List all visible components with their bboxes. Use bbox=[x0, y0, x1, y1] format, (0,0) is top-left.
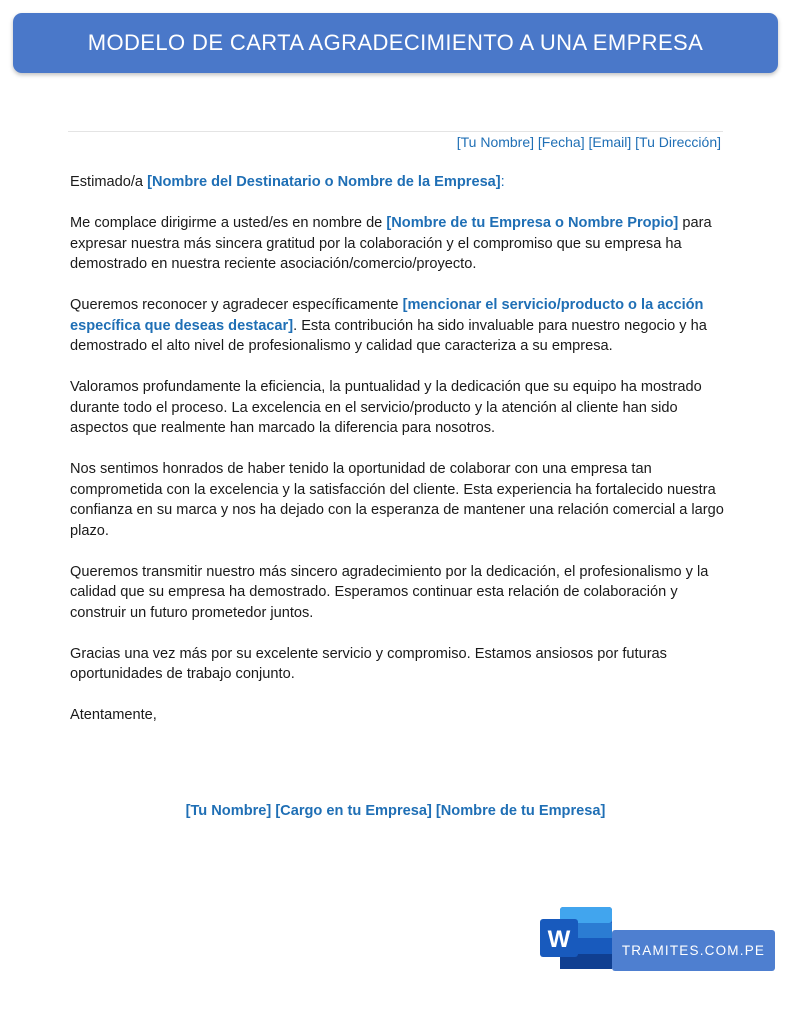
paragraph-5: Queremos transmitir nuestro más sincero agradecimiento por la dedicación, el profesionalismo y la calidad que su empresa ha demostrado. Esperamos continuar esta relación de colaboración y construir un futuro prometedor juntos. bbox=[70, 563, 709, 621]
word-icon bbox=[540, 907, 612, 969]
recipient-placeholder: [Nombre del Destinatario o Nombre de la Empresa] bbox=[147, 174, 501, 190]
greeting-prefix: Estimado/a bbox=[70, 174, 144, 190]
header-divider bbox=[68, 131, 723, 132]
paragraph-6: Gracias una vez más por su excelente servicio y compromiso. Estamos ansiosos por futuras oportunidades de trabajo conjunto. bbox=[70, 645, 667, 682]
service-placeholder: [mencionar el servicio/producto o la acción específica que deseas destacar] bbox=[70, 297, 704, 334]
signature-block: [Tu Nombre] [Cargo en tu Empresa] [Nombre de tu Empresa] bbox=[185, 803, 606, 819]
paragraph-3: Valoramos profundamente la eficiencia, la puntualidad y la dedicación que su equipo ha mostrado durante todo el proceso. La excelencia en el servicio/producto y la atención al cliente han sido aspectos que realmente han marcado la diferencia para nosotros. bbox=[70, 379, 702, 436]
greeting-colon: : bbox=[500, 174, 505, 190]
paragraph-2-intro: Queremos reconocer y agradecer específicamente bbox=[70, 297, 399, 313]
title-banner bbox=[13, 13, 778, 73]
paragraph-1 bbox=[70, 213, 725, 275]
brand-badge[interactable] bbox=[612, 930, 775, 971]
paragraph-2-rest: . Esta contribución ha sido invaluable para nuestro negocio y ha demostrado el alto nivel de profesionalismo y calidad que caracteriza a su empresa. bbox=[70, 317, 707, 354]
sender-contact-line: [Tu Nombre] [Fecha] [Email] [Tu Dirección] bbox=[456, 134, 721, 150]
closing: Atentamente, bbox=[70, 707, 157, 723]
paragraph-2 bbox=[70, 295, 725, 357]
word-icon-letter: W bbox=[547, 926, 571, 953]
paragraph-1-rest: para expresar nuestra más sincera gratitud por la colaboración y el compromiso que su empresa ha demostrado en nuestra reciente asociación/comercio/proyecto. bbox=[70, 215, 712, 272]
page-title: MODELO DE CARTA AGRADECIMIENTO A UNA EMPRESA bbox=[87, 30, 704, 55]
letter-body bbox=[70, 172, 725, 746]
paragraph-4: Nos sentimos honrados de haber tenido la oportunidad de colaborar con una empresa tan comprometida con la excelencia y la satisfacción del cliente. Esta experiencia ha fortalecido nuestra confianza en su marca y nos ha dejado con la esperanza de mantener una relación comercial a largo plazo. bbox=[70, 461, 724, 539]
company-placeholder: [Nombre de tu Empresa o Nombre Propio] bbox=[386, 215, 679, 231]
brand-site-name: TRAMITES.COM.PE bbox=[621, 943, 766, 958]
greeting bbox=[70, 172, 725, 193]
paragraph-1-intro: Me complace dirigirme a usted/es en nombre de bbox=[70, 215, 383, 231]
